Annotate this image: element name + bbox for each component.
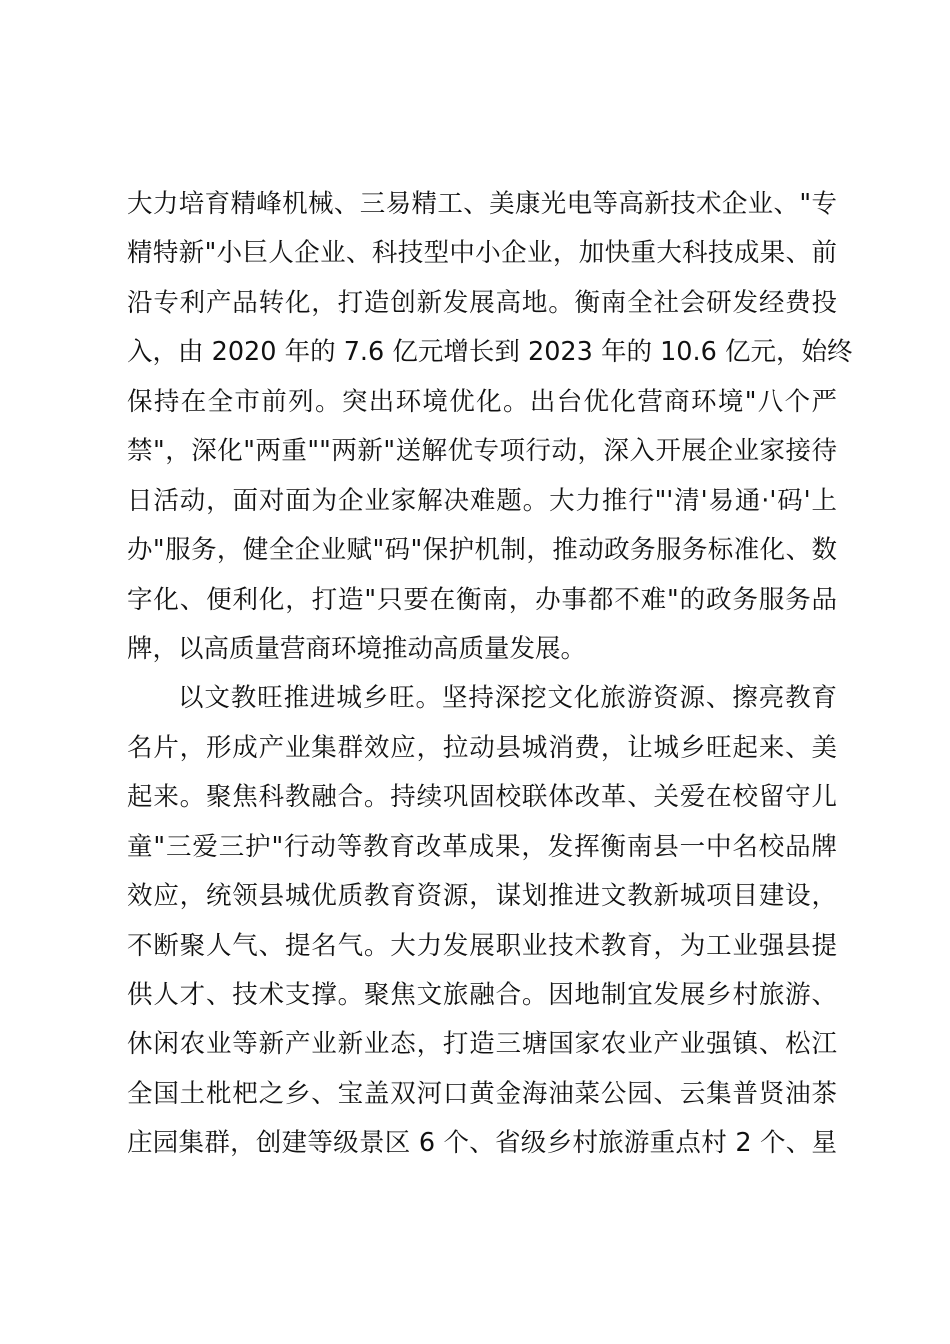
text-line: 大力培育精峰机械、三易精工、美康光电等高新技术企业、"专 — [127, 189, 837, 219]
text-line: 童"三爱三护"行动等教育改革成果，发挥衡南县一中名校品牌 — [127, 831, 837, 862]
text-line: 名片，形成产业集群效应，拉动县城消费，让城乡旺起来、美 — [127, 732, 837, 763]
text-line: 禁"，深化"两重""两新"送解优专项行动，深入开展企业家接待 — [127, 436, 837, 467]
text-line: 供人才、技术支撑。聚焦文旅融合。因地制宜发展乡村旅游、 — [127, 980, 837, 1010]
text-line: 沿专利产品转化，打造创新发展高地。衡南全社会研发经费投 — [127, 287, 837, 318]
text-line: 字化、便利化，打造"只要在衡南，办事都不难"的政务服务品 — [127, 584, 837, 615]
text-line: 日活动，面对面为企业家解决难题。大力推行"'清'易通·'码'上 — [127, 485, 837, 516]
body-text — [127, 180, 853, 1169]
text-line: 效应，统领县城优质教育资源，谋划推进文教新城项目建设， — [127, 881, 837, 912]
text-line: 起来。聚焦科教融合。持续巩固校联体改革、关爱在校留守儿 — [127, 782, 837, 813]
text-line: 精特新"小巨人企业、科技型中小企业，加快重大科技成果、前 — [127, 238, 837, 269]
text-line: 庄园集群，创建等级景区 6 个、省级乡村旅游重点村 2 个、星 — [127, 1128, 837, 1159]
text-line: 入，由 2020 年的 7.6 亿元增长到 2023 年的 10.6 亿元，始终 — [127, 337, 853, 368]
text-line: 牌，以高质量营商环境推动高质量发展。 — [127, 633, 587, 664]
text-line: 保持在全市前列。突出环境优化。出台优化营商环境"八个严 — [127, 386, 837, 417]
text-line: 办"服务，健全企业赋"码"保护机制，推动政务服务标准化、数 — [127, 535, 837, 566]
text-line: 全国土枇杷之乡、宝盖双河口黄金海油菜公园、云集普贤油茶 — [127, 1078, 837, 1109]
text-line: 不断聚人气、提名气。大力发展职业技术教育，为工业强县提 — [127, 930, 837, 961]
paragraph-first-line: 以文教旺推进城乡旺。坚持深挖文化旅游资源、擦亮教育 — [178, 683, 837, 714]
text-line: 休闲农业等新产业新业态，打造三塘国家农业产业强镇、松江 — [127, 1029, 837, 1060]
